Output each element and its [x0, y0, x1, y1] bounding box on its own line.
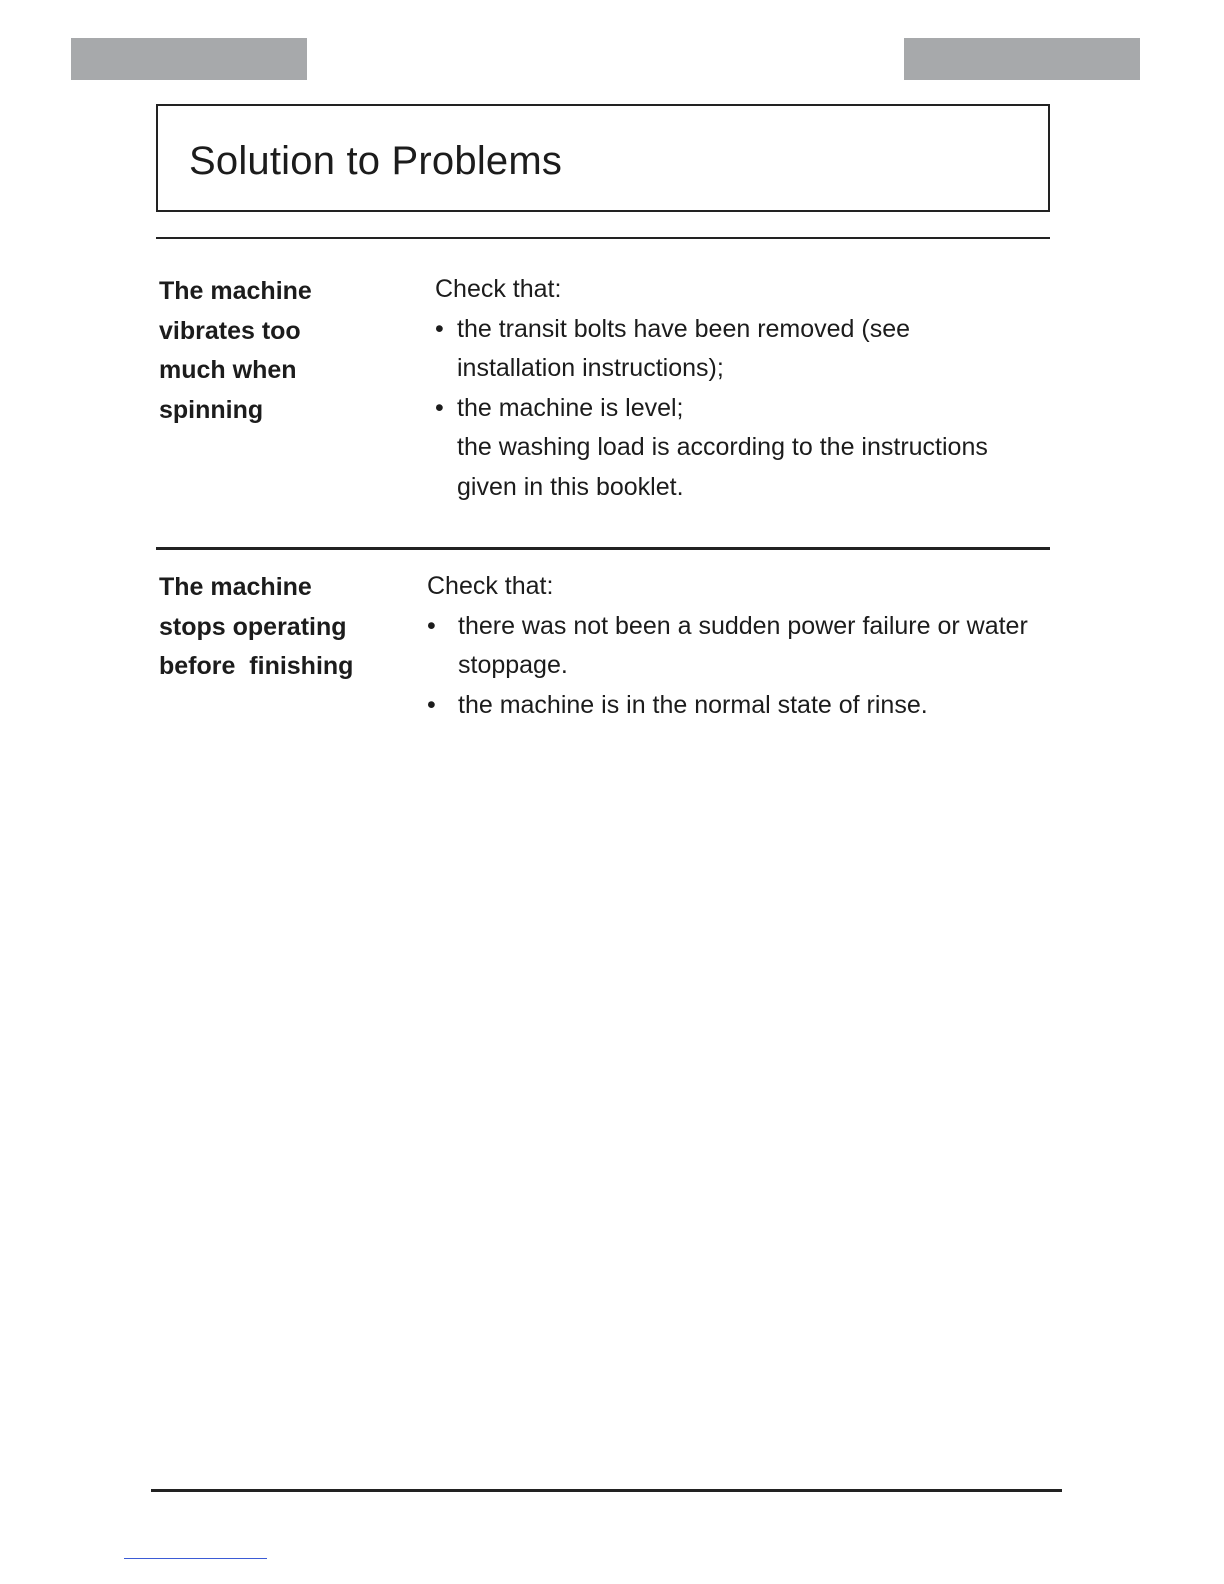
solution-stops: [427, 567, 1067, 725]
bullet-icon: •: [435, 393, 444, 422]
solution-lead: Check that:: [427, 572, 554, 600]
problem-line: The machine: [159, 573, 312, 601]
header-tab-left: [71, 38, 307, 80]
page-title: Solution to Problems: [189, 139, 563, 183]
problem-heading-stops: [159, 568, 399, 687]
solution-vibration: [435, 270, 1035, 507]
solution-lead: Check that:: [435, 275, 562, 303]
list-item-text: the machine is in the normal state of rinse.: [458, 690, 928, 719]
problem-line: stops operating: [159, 612, 347, 641]
problem-line: before finishing: [159, 652, 354, 680]
solution-continuation: the washing load is according to the instructions given in this booklet.: [457, 433, 988, 501]
list-item: [427, 686, 1067, 726]
divider-top: [156, 237, 1050, 239]
solution-list: [427, 607, 1067, 726]
list-item: [427, 607, 1067, 686]
title-box: [156, 104, 1050, 212]
footer-underline: [124, 1558, 267, 1559]
list-item: [435, 310, 1035, 389]
problem-line: The machine: [159, 277, 312, 305]
bullet-icon: •: [435, 314, 444, 343]
divider-middle: [156, 547, 1050, 550]
problem-heading-vibration: [159, 272, 399, 430]
solution-list: [435, 310, 1035, 429]
list-item-text: the transit bolts have been removed (see installation instructions);: [457, 314, 911, 382]
bullet-icon: •: [427, 690, 436, 719]
problem-line: vibrates too: [159, 316, 301, 345]
list-item-text: there was not been a sudden power failure or water stoppage.: [458, 611, 1028, 679]
bullet-icon: •: [427, 611, 436, 640]
problem-line: much when: [159, 356, 297, 384]
list-item: [435, 389, 1035, 429]
problem-line: spinning: [159, 395, 264, 424]
header-tab-right: [904, 38, 1140, 80]
divider-bottom: [151, 1489, 1062, 1492]
list-item-text: the machine is level;: [457, 393, 684, 422]
